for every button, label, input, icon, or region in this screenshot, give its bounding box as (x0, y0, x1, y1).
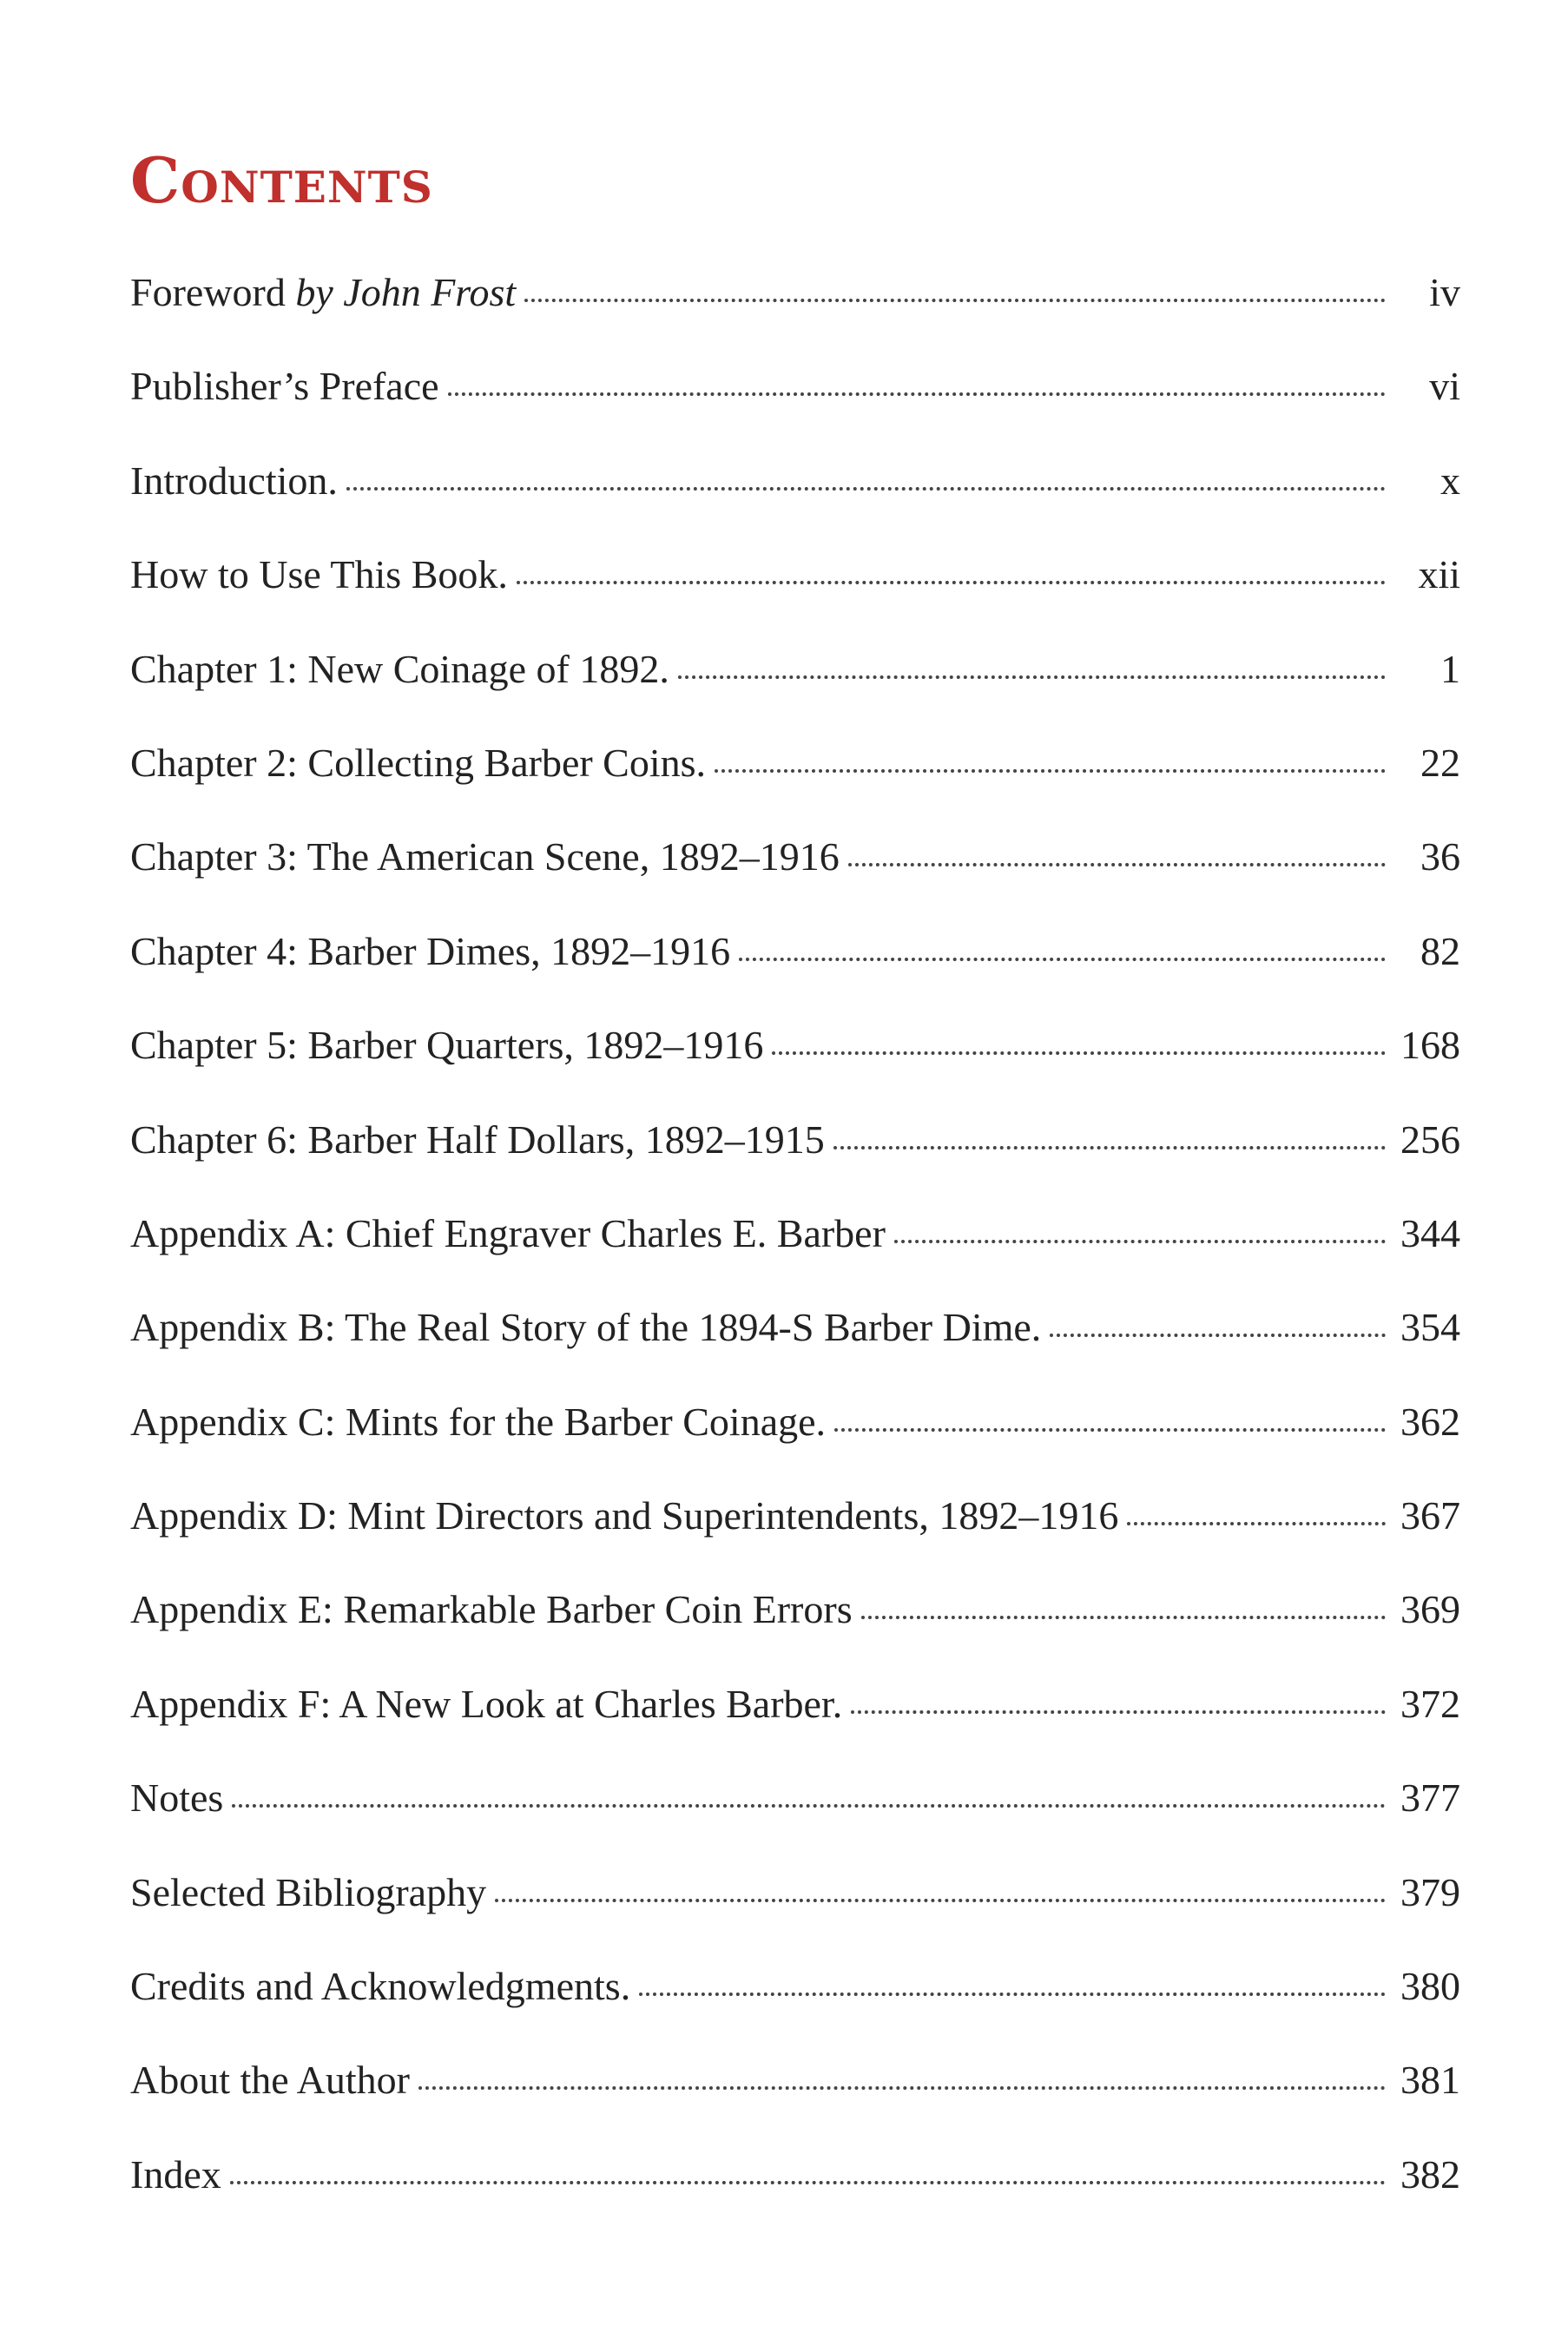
entry-title: Chapter 5: Barber Quarters, 1892–1916 (130, 1023, 764, 1068)
toc-entry-introduction[interactable] (130, 458, 1460, 551)
dot-leader (230, 2180, 1386, 2184)
entry-title: Appendix B: The Real Story of the 1894-S Barber Dime. (130, 1305, 1042, 1350)
toc-entry-chapter-2[interactable] (130, 740, 1460, 833)
dot-leader (639, 1992, 1386, 1996)
page-number: vi (1429, 364, 1460, 409)
page-number: 362 (1400, 1399, 1460, 1444)
entry-title: Appendix F: A New Look at Charles Barber. (130, 1681, 843, 1726)
dot-leader (772, 1051, 1386, 1055)
dot-leader (418, 2085, 1386, 2090)
page-number: x (1440, 458, 1460, 503)
page-number: 1 (1440, 646, 1460, 691)
entry-title: Appendix E: Remarkable Barber Coin Errors (130, 1587, 853, 1632)
dot-leader (1050, 1333, 1386, 1337)
entry-title: Notes (130, 1775, 224, 1821)
page-number: 36 (1420, 834, 1460, 879)
entry-title: Index (130, 2151, 221, 2197)
entry-title: Chapter 6: Barber Half Dollars, 1892–1915 (130, 1117, 825, 1162)
toc-entry-notes[interactable] (130, 1775, 1460, 1868)
page-number: xii (1418, 552, 1460, 597)
entry-title: Introduction. (130, 458, 338, 503)
entry-title: Appendix C: Mints for the Barber Coinage. (130, 1399, 827, 1444)
page-title: Contents (130, 143, 433, 217)
page-number: 379 (1400, 1869, 1460, 1914)
entry-author: by John Frost (295, 270, 517, 314)
dot-leader (894, 1239, 1386, 1243)
page-number: 381 (1400, 2058, 1460, 2103)
entry-title: Chapter 2: Collecting Barber Coins. (130, 740, 707, 785)
entry-title: Appendix D: Mint Directors and Superintendents, 1892–1916 (130, 1493, 1119, 1538)
page-number: iv (1429, 270, 1460, 314)
toc-entry-appendix-b[interactable] (130, 1304, 1460, 1398)
toc-entry-chapter-3[interactable] (130, 833, 1460, 927)
entry-title: How to Use This Book. (130, 552, 508, 597)
toc-entry-chapter-1[interactable] (130, 646, 1460, 740)
page-number: 372 (1400, 1681, 1460, 1726)
page-number: 380 (1400, 1964, 1460, 2009)
entry-title: Publisher’s Preface (130, 364, 439, 409)
page-number: 344 (1400, 1210, 1460, 1255)
toc-entry-bibliography[interactable] (130, 1869, 1460, 1963)
page-number: 82 (1420, 928, 1460, 973)
dot-leader (739, 957, 1386, 961)
dot-leader (848, 862, 1386, 866)
toc-entry-index[interactable] (130, 2151, 1460, 2245)
toc-entry-how-to-use[interactable] (130, 551, 1460, 645)
dot-leader (833, 1145, 1386, 1149)
toc-entry-chapter-4[interactable] (130, 928, 1460, 1022)
toc-entry-credits[interactable] (130, 1963, 1460, 2057)
toc-entry-chapter-5[interactable] (130, 1022, 1460, 1116)
table-of-contents (130, 269, 1460, 2245)
page-number: 354 (1400, 1305, 1460, 1350)
dot-leader (1127, 1521, 1386, 1525)
dot-leader (517, 580, 1386, 584)
page-number: 369 (1400, 1587, 1460, 1632)
dot-leader (495, 1898, 1386, 1902)
dot-leader (834, 1427, 1386, 1432)
toc-entry-chapter-6[interactable] (130, 1117, 1460, 1210)
entry-title: Chapter 1: New Coinage of 1892. (130, 646, 669, 691)
entry-title: Appendix A: Chief Engraver Charles E. Barber (130, 1210, 886, 1255)
dot-leader (715, 768, 1386, 773)
page-number: 377 (1400, 1775, 1460, 1821)
toc-entry-appendix-d[interactable] (130, 1492, 1460, 1586)
entry-title: About the Author (130, 2058, 410, 2103)
page-number: 367 (1400, 1493, 1460, 1538)
dot-leader (232, 1803, 1386, 1808)
toc-entry-appendix-e[interactable] (130, 1586, 1460, 1680)
toc-entry-foreword[interactable] (130, 269, 1460, 363)
dot-leader (524, 298, 1386, 302)
dot-leader (448, 392, 1386, 396)
toc-entry-appendix-f[interactable] (130, 1681, 1460, 1775)
toc-entry-publishers-preface[interactable] (130, 363, 1460, 457)
page-number: 256 (1400, 1117, 1460, 1162)
dot-leader (678, 675, 1386, 679)
dot-leader (851, 1709, 1386, 1714)
page-number: 382 (1400, 2151, 1460, 2197)
toc-entry-about-author[interactable] (130, 2057, 1460, 2151)
page-number: 168 (1400, 1023, 1460, 1068)
dot-leader (861, 1615, 1386, 1619)
entry-title: Foreword by John Frost (130, 270, 517, 314)
entry-title: Chapter 4: Barber Dimes, 1892–1916 (130, 928, 731, 973)
entry-title: Credits and Acknowledgments. (130, 1964, 631, 2009)
entry-title: Selected Bibliography (130, 1869, 487, 1914)
toc-entry-appendix-c[interactable] (130, 1399, 1460, 1492)
entry-title: Chapter 3: The American Scene, 1892–1916 (130, 834, 840, 879)
page-number: 22 (1420, 740, 1460, 785)
toc-entry-appendix-a[interactable] (130, 1210, 1460, 1304)
dot-leader (346, 486, 1386, 491)
